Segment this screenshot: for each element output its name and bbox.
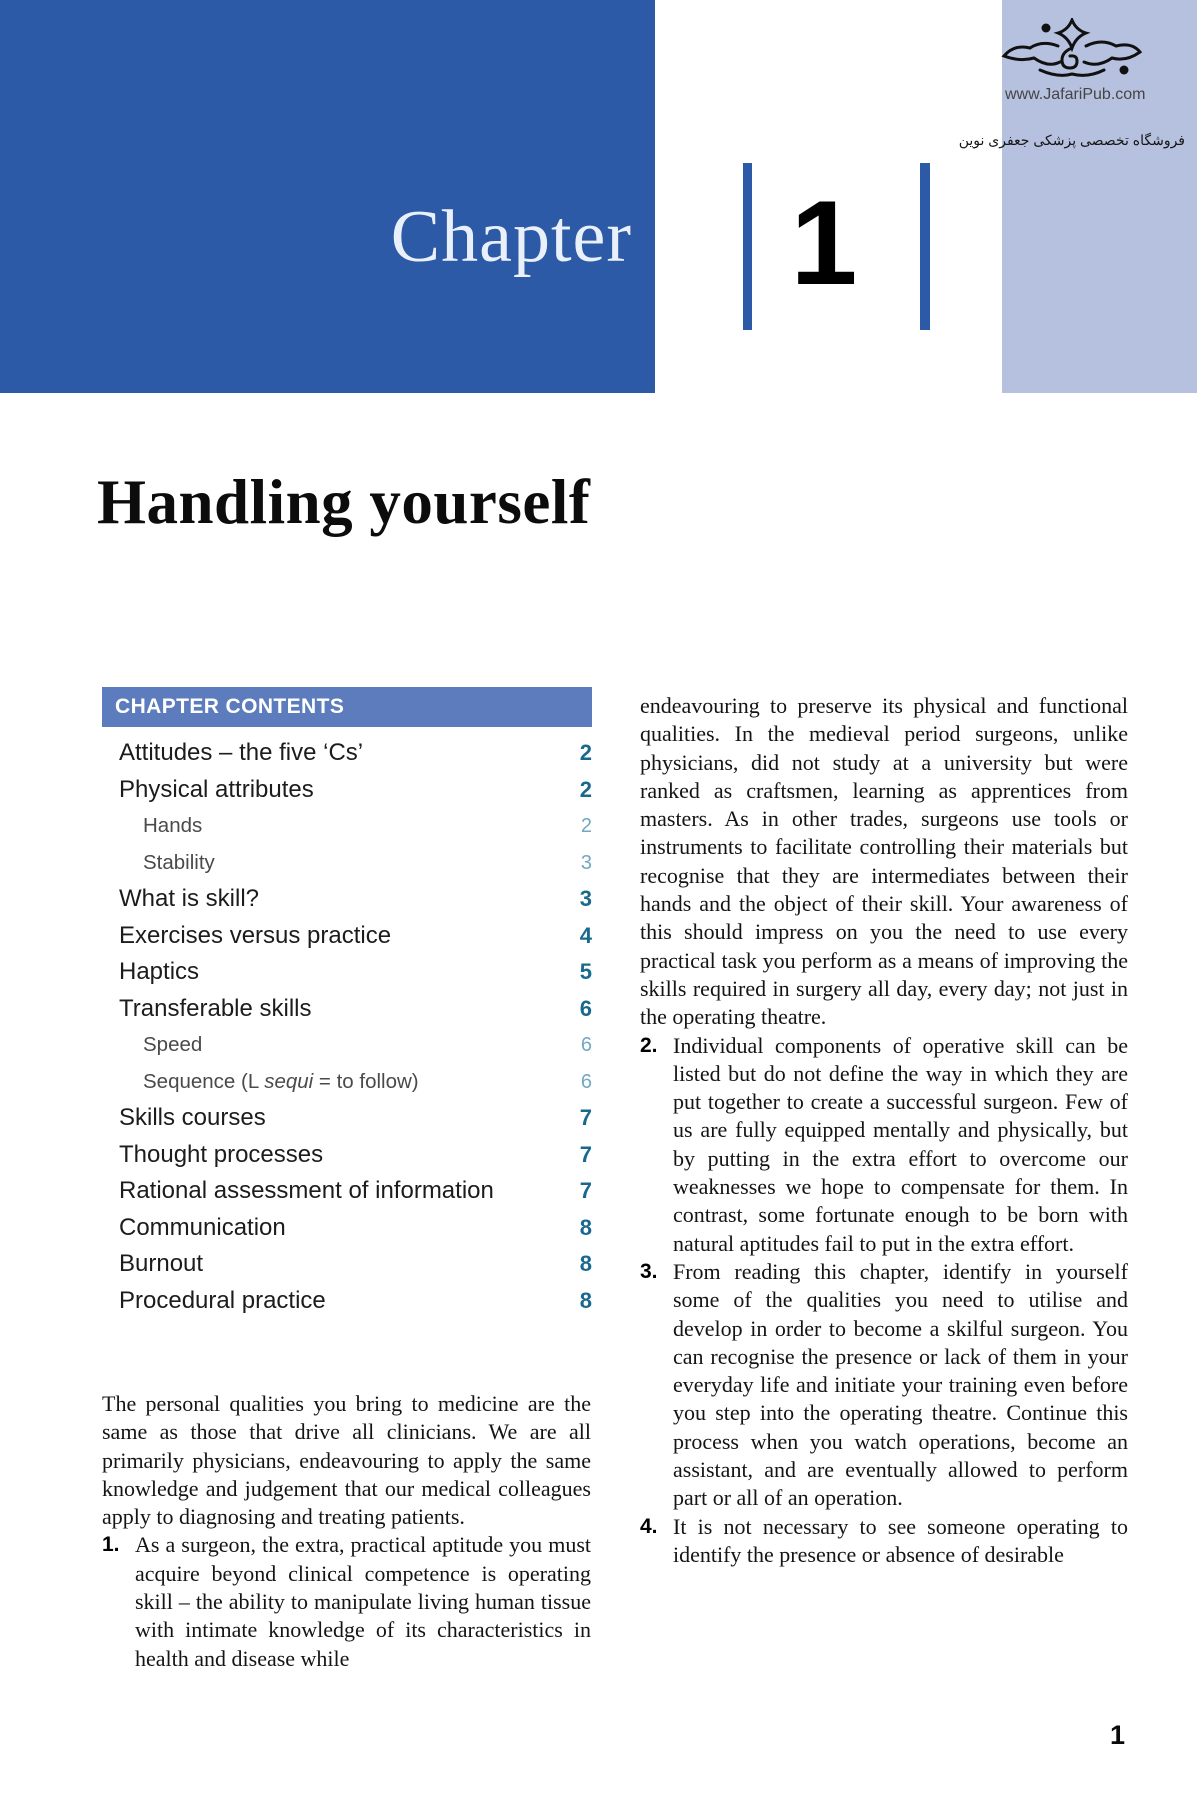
toc-row [102,1283,592,1320]
toc-item-label [119,918,391,955]
toc-item-page-number: 8 [579,1287,592,1313]
toc-row [102,881,592,918]
numbered-list-item [640,1258,1128,1513]
toc-item-page-number: 4 [579,922,592,948]
toc-item-label-text: Speed [143,1033,203,1056]
toc-item-label-text: Exercises versus practice [119,921,392,949]
toc-item-page-number: 7 [579,1105,592,1130]
toc-item-page-number: 7 [579,1178,592,1203]
toc-row [102,1246,592,1283]
list-item-text: As a surgeon, the extra, practical aptitude you must acquire beyond clinical competence is operating skill – the ability to manipulate living human tissue with intimate knowledge of its characteristics in health and disease while [135,1532,591,1671]
list-item-number: 4. [640,1514,658,1538]
toc-item-label-text: Transferable skills [119,994,312,1022]
toc-row [102,1100,592,1137]
toc-item-label [119,1283,326,1320]
toc-item-label-text: Sequence (L [143,1069,265,1093]
right-column-list [640,1032,1128,1570]
toc-item-page-number: 7 [579,1141,592,1167]
toc-row [102,772,592,809]
toc-item-label-suffix: = to follow) [313,1069,419,1093]
page-title: Handling yourself [97,467,591,537]
left-column [102,1390,591,1673]
toc-item-page-number: 2 [579,740,592,765]
toc-item-label [119,1137,323,1174]
toc-item-label-text: Haptics [119,958,200,985]
numbered-list-item [102,1531,591,1672]
toc-item-label-text: Communication [119,1213,286,1241]
toc-item-page-number: 5 [579,959,592,984]
jafaripub-logo-icon [1000,18,1144,86]
list-item-number: 1. [102,1533,120,1557]
toc-item-label [143,1027,202,1064]
toc-row [102,845,592,882]
chapter-number: 1 [790,176,858,310]
toc-item-label-text: Attitudes – the five ‘Cs’ [119,739,364,766]
toc-item-label [119,1210,286,1247]
toc-item-page-number: 2 [580,815,592,837]
toc-item-label [119,881,259,918]
toc-item-label-italic: sequi [264,1069,314,1093]
toc-item-page-number: 6 [580,1034,592,1056]
list-item-number: 3. [640,1259,658,1283]
toc-item-page-number: 2 [579,776,592,802]
toc-list [102,735,592,1319]
toc-item-page-number: 3 [580,851,592,874]
toc-row [102,1137,592,1174]
toc-item-label [119,1100,266,1137]
toc-item-label [119,1246,203,1283]
toc-item-label [143,1064,419,1101]
chapter-contents-title: CHAPTER CONTENTS [102,687,592,727]
chapter-number-left-bar [743,163,752,330]
toc-item-page-number: 8 [579,1214,592,1240]
toc-item-page-number: 8 [579,1251,592,1276]
list-item-text: It is not necessary to see someone operating to identify the presence or absence of desirable [673,1513,1128,1567]
toc-item-label-text: Hands [143,814,203,837]
toc-row [102,735,592,772]
toc-item-label-text: Procedural practice [119,1286,326,1314]
toc-item-page-number: 6 [579,995,592,1021]
chapter-number-right-bar [920,163,930,330]
continuation-paragraph: endeavouring to preserve its physical and functional qualities. In the medieval period surgeons, unlike physicians, did not study at a university but were ranked as craftsmen, learning as apprentices from masters. As in other trades, surgeons use tools or instruments to facilitate controlling their materials but recognise that they are intermediates between their hands and the object of their skill. Your awareness of this should impress on you the need to use every practical task you perform as a means of improving the skills required in surgery all day, every day; not just in the operating theatre. [640,693,1128,1030]
chapter-contents-box [102,687,592,1319]
toc-item-label [119,1173,494,1210]
intro-paragraph: The personal qualities you bring to medicine are the same as those that drive all clinicians. We are all primarily physicians, endeavouring to apply the same knowledge and judgement that our medical colleagues apply to diagnosing and treating patients. [102,1391,591,1530]
toc-item-label [119,772,314,809]
toc-item-label-text: Skills courses [119,1104,266,1131]
toc-row [102,954,592,991]
left-column-list [102,1531,591,1672]
toc-item-page-number: 3 [579,886,592,911]
logo-persian-text: فروشگاه تخصصی پزشکی جعفری نوین [958,132,1185,148]
list-item-text: Individual components of operative skill can be listed but do not define the way in which they are put together to create a successful surgeon. Few of us are fully equipped mentally and physically, but by putting in the extra effort to overcome our weaknesses we hope to compensate for them. In contrast, some fortunate enough to be born with natural aptitudes fail to put in the extra effort. [673,1032,1128,1256]
toc-item-label [119,991,312,1028]
toc-row [102,1210,592,1247]
numbered-list-item [640,1513,1128,1570]
toc-row [102,1173,592,1210]
toc-row [102,918,592,955]
toc-row [102,1064,592,1101]
page-number: 1 [1109,1720,1125,1750]
toc-item-label-text: What is skill? [119,885,260,912]
toc-item-label-text: Stability [143,850,215,874]
toc-item-label [119,735,363,772]
logo-url-text: www.JafariPub.com [1005,86,1146,103]
chapter-label: Chapter [390,196,632,278]
toc-item-label-text: Rational assessment of information [119,1177,494,1204]
toc-item-label [119,954,199,991]
toc-item-label [143,808,202,845]
toc-item-label-text: Thought processes [119,1140,324,1168]
toc-row [102,808,592,845]
toc-row [102,1027,592,1064]
toc-item-label-text: Burnout [119,1250,204,1277]
toc-item-page-number: 6 [580,1070,592,1093]
numbered-list-item [640,1032,1128,1258]
toc-row [102,991,592,1028]
right-column [640,692,1128,1569]
toc-item-label-text: Physical attributes [119,775,314,803]
toc-item-label [143,845,215,882]
list-item-number: 2. [640,1033,658,1057]
list-item-text: From reading this chapter, identify in yourself some of the qualities you need to utilise and develop in order to become a skilful surgeon. You can recognise the presence or lack of them in your everyday life and initiate your training even before you step into the operating theatre. Continue this process when you watch operations, become an assistant, and are eventually allowed to perform part or all of an operation. [673,1258,1128,1511]
